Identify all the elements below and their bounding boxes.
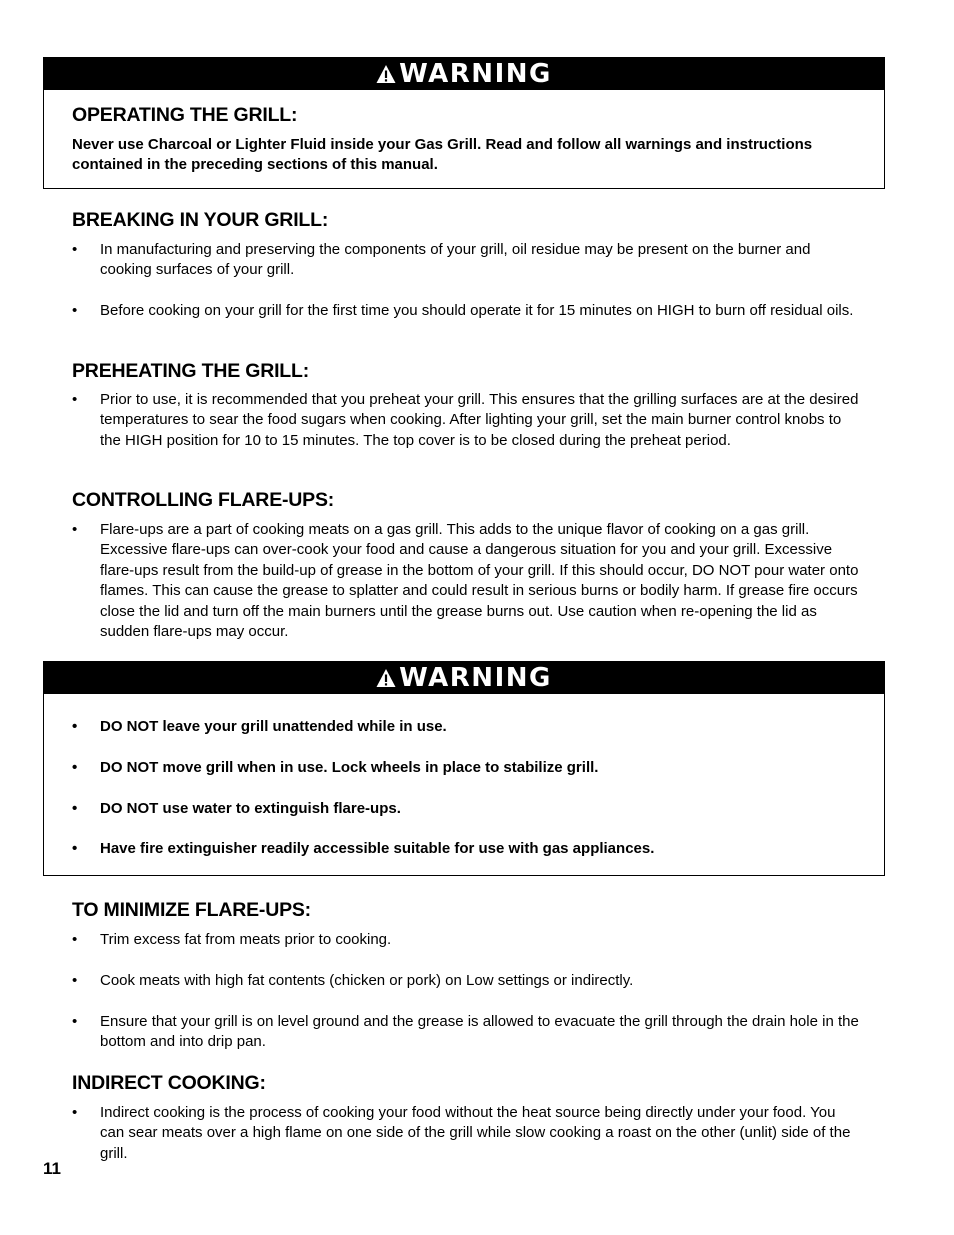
list-item-text: Ensure that your grill is on level ground and the grease is allowed to evacuate the grill through the drain hole in the bottom and into drip pan. [100, 1012, 859, 1050]
bullet: • [72, 1104, 78, 1121]
warning-label: WARNING [399, 59, 552, 89]
bullet: • [72, 971, 78, 989]
heading-indirect: INDIRECT COOKING: [72, 1072, 266, 1094]
flare-ups-list [72, 520, 862, 642]
list-item [72, 799, 862, 819]
list-item-text: Before cooking on your grill for the first time you should operate it for 15 minutes on HIGH to burn off residual oils. [100, 301, 854, 319]
operating-warning-text: Never use Charcoal or Lighter Fluid inside your Gas Grill. Read and follow all warnings and instructions contained in the preceding sections of this manual. [72, 136, 813, 174]
warning-banner [44, 662, 884, 694]
list-item [72, 758, 862, 778]
minimize-list [72, 930, 862, 1052]
list-item [72, 1103, 862, 1164]
list-item [72, 930, 862, 950]
warning-triangle-icon [376, 64, 396, 84]
list-item-text: Prior to use, it is recommended that you preheat your grill. This ensures that the grilling surfaces are at the desired temperatures to sear the food sugars when cooking. After lighting your grill, set the main burner control knobs to the HIGH position for 10 to 15 minutes. The top cover is to be closed during the preheat period. [100, 391, 859, 449]
list-item-text: Trim excess fat from meats prior to cooking. [100, 931, 392, 948]
bullet: • [72, 758, 78, 776]
list-item [72, 520, 862, 642]
list-item-text: DO NOT move grill when in use. Lock wheels in place to stabilize grill. [100, 758, 599, 776]
list-item-text: Cook meats with high fat contents (chicken or pork) on Low settings or indirectly. [100, 971, 634, 989]
heading-operating: OPERATING THE GRILL: [72, 104, 298, 126]
warning-label: WARNING [399, 663, 552, 693]
list-item [72, 717, 862, 737]
heading-preheating: PREHEATING THE GRILL: [72, 360, 310, 382]
warning-triangle-icon [376, 668, 396, 688]
bullet: • [72, 799, 78, 817]
bullet: • [72, 391, 78, 408]
list-item [72, 390, 862, 451]
bullet: • [72, 718, 78, 735]
page-number: 11 [43, 1159, 61, 1178]
list-item-text: Have fire extinguisher readily accessible suitable for use with gas appliances. [100, 840, 655, 858]
bullet: • [72, 301, 78, 319]
list-item [72, 240, 862, 281]
preheating-list [72, 390, 862, 451]
list-item [72, 971, 862, 991]
bullet: • [72, 840, 78, 858]
heading-flare-ups: CONTROLLING FLARE-UPS: [72, 489, 335, 511]
list-item-text: Flare-ups are a part of cooking meats on a gas grill. This adds to the unique flavor of cooking on a gas grill. Excessive flare-ups can over-cook your food and cause a dangerous situation for you and your grill. Excessive flare-ups result from the build-up of grease in the bottom of your grill. If this should occur, DO NOT pour water onto flames. This can cause the grease to splatter and could result in serious burns or bodily harm. If grease fire occurs close the lid and turn off the main burners until the grease burns out. Use caution when re-opening the lid as sudden flare-ups may occur. [100, 521, 859, 641]
list-item-text: DO NOT leave your grill unattended while in use. [100, 718, 447, 735]
heading-minimize: TO MINIMIZE FLARE-UPS: [72, 899, 311, 921]
bullet: • [72, 521, 78, 538]
bullet: • [72, 1012, 78, 1030]
bullet: • [72, 241, 78, 258]
safety-warning-list [72, 717, 862, 860]
bullet: • [72, 931, 78, 948]
indirect-list [72, 1103, 862, 1164]
list-item [72, 301, 862, 321]
warning-banner [44, 58, 884, 90]
list-item-text: In manufacturing and preserving the components of your grill, oil residue may be present on the burner and cooking surfaces of your grill. [100, 241, 811, 279]
breaking-in-list [72, 240, 862, 321]
heading-breaking-in: BREAKING IN YOUR GRILL: [72, 209, 329, 231]
list-item-text: DO NOT use water to extinguish flare-ups. [100, 799, 401, 817]
list-item-text: Indirect cooking is the process of cooking your food without the heat source being directly under your food. You can sear meats over a high flame on one side of the grill while slow cooking a roast on the other (unlit) side of the grill. [100, 1104, 851, 1162]
list-item [72, 1012, 862, 1053]
list-item [72, 839, 862, 859]
